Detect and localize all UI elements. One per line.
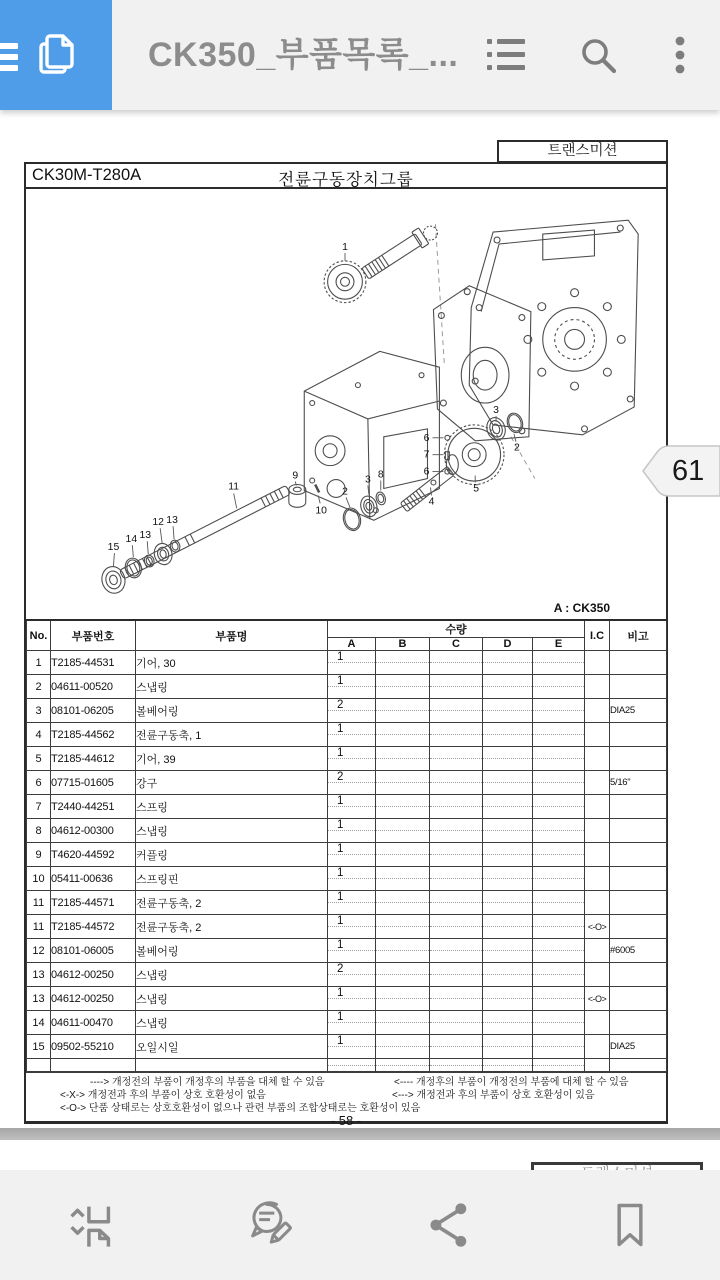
qty-cell-d <box>483 963 533 987</box>
table-row <box>27 1011 667 1035</box>
cell-part-name: 기어, 39 <box>136 747 328 771</box>
cell-no: 1 <box>27 651 51 675</box>
cell-remark <box>610 651 667 675</box>
qty-cell-e <box>533 651 585 675</box>
cell-part-no: 04612-00250 <box>51 987 136 1011</box>
cell-no: 13 <box>27 963 51 987</box>
col-header-qty: 수량 <box>328 620 585 638</box>
cell-ic <box>585 939 610 963</box>
col-header-remark: 비고 <box>610 620 667 651</box>
qty-cell-a <box>328 723 376 747</box>
cell-part-name: 전륜구동축, 1 <box>136 723 328 747</box>
qty-value: 1 <box>337 1035 344 1047</box>
cell-part-no: T4620-44592 <box>51 843 136 867</box>
section-tag: 트랜스미션 <box>497 140 668 163</box>
diagram-part-label: 13 <box>139 530 152 542</box>
qty-cell-e <box>533 1059 585 1072</box>
qty-cell-e <box>533 819 585 843</box>
qty-cell-a <box>328 651 376 675</box>
qty-cell-a <box>328 771 376 795</box>
cell-part-name: 스냅링 <box>136 675 328 699</box>
qty-cell-a <box>328 939 376 963</box>
exploded-view-drawing <box>26 189 666 619</box>
table-row <box>27 723 667 747</box>
cell-part-no: T2185-44562 <box>51 723 136 747</box>
cell-no: 12 <box>27 939 51 963</box>
qty-cell-b <box>376 651 430 675</box>
cell-part-name: 전륜구동축, 2 <box>136 915 328 939</box>
cell-ic <box>585 723 610 747</box>
cell-part-no: 04612-00300 <box>51 819 136 843</box>
qty-cell-d <box>483 987 533 1011</box>
diagram-part-label: 2 <box>342 486 348 498</box>
col-header-qty-c: C <box>430 638 483 651</box>
qty-cell-c <box>430 723 483 747</box>
qty-cell-b <box>376 843 430 867</box>
qty-cell-b <box>376 867 430 891</box>
cell-remark <box>610 891 667 915</box>
qty-cell-c <box>430 699 483 723</box>
col-header-part-name: 부품명 <box>136 620 328 651</box>
cell-no <box>27 1059 51 1072</box>
cell-ic <box>585 867 610 891</box>
qty-cell-d <box>483 867 533 891</box>
diagram-part-label: 5 <box>473 483 480 495</box>
bookmark-icon[interactable] <box>604 1199 656 1251</box>
qty-cell-b <box>376 1035 430 1059</box>
qty-cell-d <box>483 675 533 699</box>
cell-no: 7 <box>27 795 51 819</box>
qty-cell-a <box>328 675 376 699</box>
qty-cell-d <box>483 699 533 723</box>
diagram-part-label: 14 <box>125 534 138 546</box>
diagram-part-label: 3 <box>493 404 499 416</box>
cell-remark: DIA25 <box>610 1035 667 1059</box>
qty-cell-d <box>483 1035 533 1059</box>
cell-remark <box>610 867 667 891</box>
cell-remark: #6005 <box>610 939 667 963</box>
cell-ic <box>585 963 610 987</box>
cell-part-no <box>51 1059 136 1072</box>
cell-ic <box>585 771 610 795</box>
qty-cell-e <box>533 843 585 867</box>
diagram-caption: A : CK350 <box>553 601 610 615</box>
cell-no: 8 <box>27 819 51 843</box>
cell-part-name: 오일시일 <box>136 1035 328 1059</box>
page-indicator[interactable] <box>642 442 720 500</box>
qty-value: 2 <box>337 963 344 975</box>
qty-value: 1 <box>337 891 344 903</box>
cell-remark <box>610 1011 667 1035</box>
overflow-icon[interactable] <box>658 33 702 77</box>
qty-cell-a <box>328 891 376 915</box>
qty-cell-e <box>533 771 585 795</box>
qty-cell-e <box>533 891 585 915</box>
cell-part-no: T2185-44612 <box>51 747 136 771</box>
table-row <box>27 891 667 915</box>
qty-cell-d <box>483 1011 533 1035</box>
qty-value: 1 <box>337 1011 344 1023</box>
col-header-qty-a: A <box>328 638 376 651</box>
qty-cell-b <box>376 987 430 1011</box>
qty-value: 1 <box>337 939 344 951</box>
table-row-empty <box>27 1059 667 1072</box>
catalog-frame <box>24 162 668 1124</box>
cell-no: 11 <box>27 915 51 939</box>
cell-part-name: 스냅링 <box>136 987 328 1011</box>
qty-cell-d <box>483 939 533 963</box>
col-header-part-no: 부품번호 <box>51 620 136 651</box>
table-row <box>27 747 667 771</box>
qty-cell-d <box>483 915 533 939</box>
cell-ic <box>585 1059 610 1072</box>
page-separator <box>0 1128 720 1140</box>
cell-remark <box>610 795 667 819</box>
cell-no: 11 <box>27 891 51 915</box>
diagram-part-label: 9 <box>292 470 299 482</box>
qty-cell-e <box>533 675 585 699</box>
model-code: CK30M-T280A <box>32 166 142 184</box>
diagram-part-label: 4 <box>428 496 435 508</box>
cell-part-no: T2185-44571 <box>51 891 136 915</box>
qty-cell-c <box>430 987 483 1011</box>
qty-cell-b <box>376 699 430 723</box>
table-row <box>27 699 667 723</box>
qty-cell-b <box>376 939 430 963</box>
cell-ic <box>585 1011 610 1035</box>
cell-no: 9 <box>27 843 51 867</box>
cell-no: 10 <box>27 867 51 891</box>
app-bar <box>0 0 720 110</box>
cell-remark <box>610 675 667 699</box>
qty-cell-b <box>376 915 430 939</box>
qty-cell-b <box>376 1011 430 1035</box>
table-row <box>27 1035 667 1059</box>
qty-cell-b <box>376 795 430 819</box>
qty-cell-d <box>483 723 533 747</box>
cell-part-no: 07715-01605 <box>51 771 136 795</box>
table-row <box>27 915 667 939</box>
cell-no: 14 <box>27 1011 51 1035</box>
parts-table <box>26 619 667 1072</box>
comment-edit-icon[interactable] <box>244 1199 296 1251</box>
qty-cell-a <box>328 819 376 843</box>
cell-ic <box>585 747 610 771</box>
diagram-part-label: 8 <box>377 469 384 481</box>
cell-remark: DIA25 <box>610 699 667 723</box>
table-row <box>27 963 667 987</box>
qty-cell-a <box>328 747 376 771</box>
qty-cell-c <box>430 939 483 963</box>
cell-ic <box>585 675 610 699</box>
diagram-part-label: 6 <box>423 466 430 478</box>
bottom-toolbar <box>0 1170 720 1280</box>
parts-diagram <box>26 189 666 619</box>
cell-part-name: 커플링 <box>136 843 328 867</box>
table-row <box>27 771 667 795</box>
col-header-qty-e: E <box>533 638 585 651</box>
qty-cell-e <box>533 915 585 939</box>
qty-cell-c <box>430 963 483 987</box>
cell-part-no: 04611-00470 <box>51 1011 136 1035</box>
table-row <box>27 819 667 843</box>
qty-cell-c <box>430 771 483 795</box>
diagram-part-label: 15 <box>107 542 120 554</box>
col-header-qty-d: D <box>483 638 533 651</box>
qty-cell-b <box>376 819 430 843</box>
qty-cell-e <box>533 1035 585 1059</box>
col-header-no: No. <box>27 620 51 651</box>
qty-cell-a <box>328 867 376 891</box>
qty-cell-c <box>430 915 483 939</box>
cell-part-name: 볼베어링 <box>136 939 328 963</box>
cell-no: 4 <box>27 723 51 747</box>
qty-cell-a <box>328 1035 376 1059</box>
list-icon[interactable] <box>484 33 528 77</box>
cell-part-name: 스프링 <box>136 795 328 819</box>
qty-cell-b <box>376 891 430 915</box>
qty-value: 1 <box>337 915 344 927</box>
page-indicator-value: 61 <box>672 455 705 487</box>
cell-part-no: 04612-00250 <box>51 963 136 987</box>
cell-part-name: 전륜구동축, 2 <box>136 891 328 915</box>
cell-ic <box>585 651 610 675</box>
qty-cell-e <box>533 867 585 891</box>
qty-cell-b <box>376 747 430 771</box>
qty-cell-e <box>533 963 585 987</box>
qty-cell-d <box>483 651 533 675</box>
cell-part-no: T2440-44251 <box>51 795 136 819</box>
qty-cell-b <box>376 723 430 747</box>
qty-cell-e <box>533 699 585 723</box>
cell-remark <box>610 987 667 1011</box>
qty-cell-b <box>376 963 430 987</box>
qty-value: 1 <box>337 987 344 999</box>
catalog-title-row <box>26 164 666 189</box>
table-row <box>27 795 667 819</box>
cell-ic <box>585 843 610 867</box>
qty-value: 1 <box>337 675 344 687</box>
qty-cell-e <box>533 747 585 771</box>
qty-cell-b <box>376 675 430 699</box>
qty-value: 1 <box>337 795 344 807</box>
qty-value: 1 <box>337 723 344 735</box>
cell-ic: <-O> <box>585 987 610 1011</box>
qty-cell-d <box>483 843 533 867</box>
diagram-part-label: 12 <box>152 517 164 529</box>
cell-ic <box>585 819 610 843</box>
cell-remark <box>610 1059 667 1072</box>
search-icon[interactable] <box>576 33 620 77</box>
qty-cell-c <box>430 1011 483 1035</box>
qty-cell-c <box>430 1035 483 1059</box>
qty-cell-e <box>533 723 585 747</box>
cell-remark <box>610 819 667 843</box>
qty-cell-d <box>483 795 533 819</box>
cell-no: 3 <box>27 699 51 723</box>
cell-no: 15 <box>27 1035 51 1059</box>
cell-part-no: T2185-44572 <box>51 915 136 939</box>
qty-cell-e <box>533 795 585 819</box>
cell-remark <box>610 723 667 747</box>
cell-no: 13 <box>27 987 51 1011</box>
cell-ic <box>585 891 610 915</box>
cell-part-name: 스냅링 <box>136 1011 328 1035</box>
note-line1-left: ----> 개정전의 부품이 개정후의 부품을 대체 할 수 있음 <box>90 1077 325 1088</box>
cell-part-name <box>136 1059 328 1072</box>
qty-cell-a <box>328 843 376 867</box>
note-line1-right: <---- 개정후의 부품이 개정전의 부품에 대체 할 수 있음 <box>394 1077 629 1088</box>
cell-part-no: T2185-44531 <box>51 651 136 675</box>
qty-cell-c <box>430 747 483 771</box>
qty-value: 1 <box>337 843 344 855</box>
qty-cell-b <box>376 1059 430 1072</box>
qty-cell-e <box>533 987 585 1011</box>
qty-cell-d <box>483 891 533 915</box>
table-row <box>27 843 667 867</box>
qty-value: 2 <box>337 771 344 783</box>
qty-cell-d <box>483 819 533 843</box>
cell-no: 2 <box>27 675 51 699</box>
cell-part-no: 09502-55210 <box>51 1035 136 1059</box>
diagram-part-label: 6 <box>423 432 430 444</box>
table-row <box>27 939 667 963</box>
cell-remark <box>610 747 667 771</box>
pages-icon[interactable] <box>33 31 79 77</box>
cell-part-name: 스프링핀 <box>136 867 328 891</box>
diagram-part-label: 7 <box>423 449 430 461</box>
group-title: 전륜구동장치그룹 <box>278 171 414 189</box>
qty-value: 1 <box>337 819 344 831</box>
qty-cell-c <box>430 819 483 843</box>
note-line3: <-O-> 단품 상태로는 상호호환성이 없으나 관련 부품의 조합상태로는 호환성이 있음 <box>60 1103 421 1114</box>
cell-ic <box>585 795 610 819</box>
cell-no: 5 <box>27 747 51 771</box>
page-scroll-icon[interactable] <box>64 1199 116 1251</box>
diagram-part-label: 1 <box>342 241 348 253</box>
qty-cell-c <box>430 867 483 891</box>
cell-ic: <-O> <box>585 915 610 939</box>
diagram-part-label: 3 <box>364 474 371 486</box>
note-line2-right: <---> 개정전과 후의 부품이 상호 호환성이 있음 <box>392 1090 595 1101</box>
cell-part-name: 강구 <box>136 771 328 795</box>
note-line2-left: <-X-> 개정전과 후의 부품이 상호 호환성이 없음 <box>60 1090 266 1101</box>
qty-cell-b <box>376 771 430 795</box>
qty-cell-a <box>328 699 376 723</box>
col-header-qty-b: B <box>376 638 430 651</box>
cell-part-name: 기어, 30 <box>136 651 328 675</box>
cell-part-name: 스냅링 <box>136 963 328 987</box>
qty-cell-e <box>533 1011 585 1035</box>
document-title: CK350_부품목록_... <box>148 36 459 74</box>
col-header-ic: I.C <box>585 620 610 651</box>
qty-cell-d <box>483 771 533 795</box>
menu-icon[interactable] <box>0 43 18 76</box>
qty-cell-c <box>430 843 483 867</box>
qty-cell-c <box>430 891 483 915</box>
cell-part-no: 05411-00636 <box>51 867 136 891</box>
qty-cell-d <box>483 1059 533 1072</box>
qty-cell-c <box>430 1059 483 1072</box>
diagram-part-label: 10 <box>315 505 327 517</box>
cell-remark <box>610 915 667 939</box>
cell-no: 6 <box>27 771 51 795</box>
cell-part-no: 08101-06005 <box>51 939 136 963</box>
diagram-part-label: 2 <box>514 442 520 454</box>
diagram-part-label: 11 <box>228 481 240 493</box>
qty-cell-a <box>328 1059 376 1072</box>
qty-cell-c <box>430 795 483 819</box>
qty-cell-a <box>328 915 376 939</box>
qty-cell-c <box>430 651 483 675</box>
cell-ic <box>585 1035 610 1059</box>
cell-remark: 5/16" <box>610 771 667 795</box>
cell-part-name: 스냅링 <box>136 819 328 843</box>
cell-remark <box>610 843 667 867</box>
cell-part-name: 볼베어링 <box>136 699 328 723</box>
qty-cell-a <box>328 963 376 987</box>
qty-cell-a <box>328 1011 376 1035</box>
table-row <box>27 675 667 699</box>
diagram-part-label: 13 <box>166 515 178 527</box>
qty-value: 1 <box>337 651 344 663</box>
page-number: - 58 - <box>330 1113 362 1128</box>
share-icon[interactable] <box>424 1199 476 1251</box>
qty-value: 1 <box>337 867 344 879</box>
qty-cell-c <box>430 675 483 699</box>
qty-cell-e <box>533 939 585 963</box>
table-row <box>27 867 667 891</box>
qty-value: 2 <box>337 699 344 711</box>
cell-remark <box>610 963 667 987</box>
pdf-page <box>0 110 720 1128</box>
qty-cell-a <box>328 987 376 1011</box>
cell-part-no: 08101-06205 <box>51 699 136 723</box>
qty-cell-a <box>328 795 376 819</box>
table-row <box>27 651 667 675</box>
cell-part-no: 04611-00520 <box>51 675 136 699</box>
qty-cell-d <box>483 747 533 771</box>
cell-ic <box>585 699 610 723</box>
table-row <box>27 987 667 1011</box>
qty-value: 1 <box>337 747 344 759</box>
document-switcher-button[interactable] <box>0 0 112 110</box>
